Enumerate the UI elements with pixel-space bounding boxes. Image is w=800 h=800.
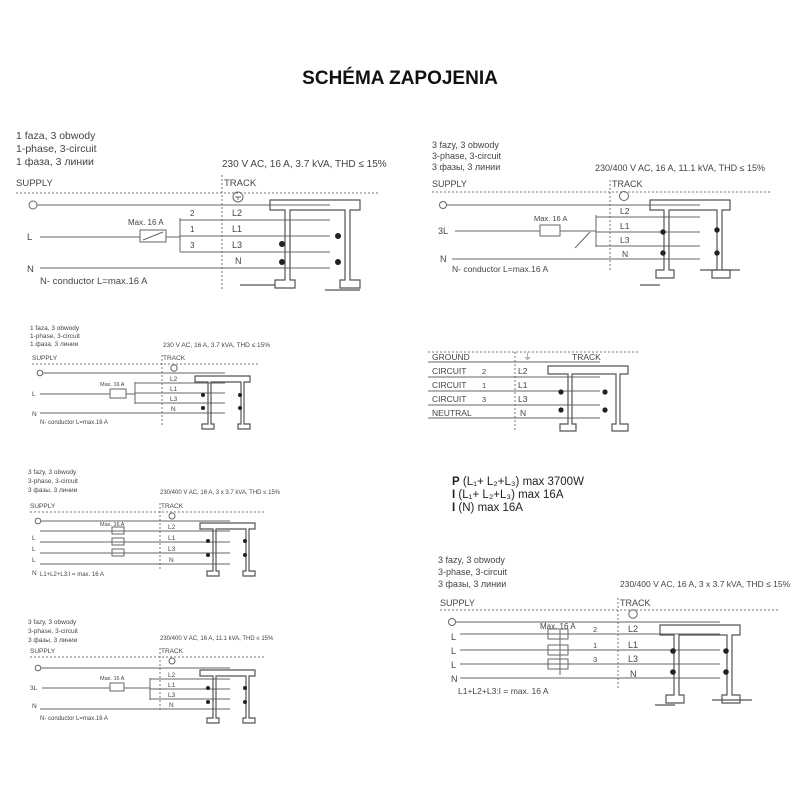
d2-3l-label: 3L bbox=[438, 226, 449, 236]
d1-supply-label: SUPPLY bbox=[16, 178, 53, 189]
d5-caption-pl: 3 fazy, 3 obwody bbox=[28, 469, 77, 476]
svg-text:N: N bbox=[622, 249, 629, 259]
d1-track-label: TRACK bbox=[224, 178, 257, 189]
d2-rating: 230/400 V AC, 16 A, 11.1 kVA, THD ≤ 15% bbox=[595, 163, 766, 173]
svg-text:L: L bbox=[32, 535, 36, 542]
d1-caption-en: 1-phase, 3-circuit bbox=[16, 143, 97, 155]
d1-rating: 230 V AC, 16 A, 3.7 kVA, THD ≤ 15% bbox=[222, 159, 387, 170]
d4-ground: GROUND bbox=[432, 352, 470, 362]
svg-text:L1: L1 bbox=[168, 682, 176, 689]
svg-text:TRACK: TRACK bbox=[161, 503, 184, 510]
page-title: SCHÉMA ZAPOJENIA bbox=[302, 68, 498, 89]
svg-text:Max. 16 A: Max. 16 A bbox=[100, 676, 125, 682]
d6-rating: 230/400 V AC, 16 A, 11.1 kVA, THD ≤ 15% bbox=[160, 636, 274, 642]
svg-text:L3: L3 bbox=[170, 396, 178, 403]
svg-text:L3: L3 bbox=[620, 235, 630, 245]
svg-text:3: 3 bbox=[482, 395, 487, 404]
svg-text:L1: L1 bbox=[518, 380, 528, 390]
d3-caption-en: 1-phase, 3-circuit bbox=[30, 333, 80, 340]
svg-text:N: N bbox=[32, 411, 37, 418]
svg-text:L: L bbox=[451, 632, 457, 642]
svg-text:N: N bbox=[32, 570, 37, 577]
svg-text:2: 2 bbox=[482, 367, 487, 376]
svg-text:L: L bbox=[32, 557, 36, 564]
svg-text:N: N bbox=[520, 408, 527, 418]
d3-n-conductor: N- conductor L=max.16 A bbox=[40, 420, 108, 426]
d1-n-label: N bbox=[27, 264, 34, 275]
d4-circuit-2: CIRCUIT bbox=[432, 380, 467, 390]
d5-ground-icon bbox=[169, 513, 175, 519]
svg-text:L1: L1 bbox=[628, 640, 639, 650]
d2-pe-terminal-icon bbox=[440, 202, 447, 209]
d2-caption-pl: 3 fazy, 3 obwody bbox=[432, 140, 499, 150]
svg-text:L: L bbox=[32, 391, 36, 398]
d5-sum: L1+L2+L3:I = max. 16 A bbox=[40, 572, 104, 578]
d2-track-label: TRACK bbox=[612, 179, 643, 189]
svg-text:L2: L2 bbox=[170, 376, 178, 383]
d3-track-label: TRACK bbox=[163, 355, 186, 362]
svg-text:L2: L2 bbox=[168, 524, 176, 531]
d3-ground-icon bbox=[171, 365, 177, 371]
formula-current-line-1: I (L₁+ L₂+L₃) max 16A bbox=[452, 489, 564, 501]
d6-caption-ru: 3 фазы, 3 линии bbox=[28, 637, 78, 644]
d1-max-label: Max. 16 A bbox=[128, 218, 164, 227]
d2-n-conductor: N- conductor L=max.16 A bbox=[452, 264, 549, 274]
svg-text:3L: 3L bbox=[30, 685, 38, 692]
d1-n-conductor: N- conductor L=max.16 A bbox=[40, 276, 148, 287]
svg-text:L3: L3 bbox=[518, 394, 528, 404]
diagram-1phase-large bbox=[16, 130, 387, 290]
svg-text:Max. 16 A: Max. 16 A bbox=[100, 522, 125, 528]
d4-circuit-1: CIRCUIT bbox=[432, 366, 467, 376]
svg-text:SUPPLY: SUPPLY bbox=[440, 598, 475, 608]
d4-track-label: TRACK bbox=[572, 352, 601, 362]
power-formula bbox=[452, 476, 584, 515]
d2-max-label: Max. 16 A bbox=[534, 214, 568, 223]
d7-sum: L1+L2+L3:I = max. 16 A bbox=[458, 686, 549, 696]
svg-text:L2: L2 bbox=[518, 366, 528, 376]
svg-text:L: L bbox=[451, 660, 457, 670]
d6-breaker-icon bbox=[110, 683, 124, 691]
d7-max-label: Max. 16 A bbox=[540, 622, 576, 631]
svg-text:TRACK: TRACK bbox=[620, 598, 651, 608]
d6-track-profile bbox=[200, 670, 255, 723]
svg-text:L1: L1 bbox=[170, 386, 178, 393]
d1-pe-terminal-icon bbox=[29, 201, 37, 209]
diagram-3phase-bottom-right bbox=[438, 555, 791, 705]
svg-text:Max. 16 A: Max. 16 A bbox=[100, 382, 125, 388]
d7-caption-ru: 3 фазы, 3 линии bbox=[438, 579, 507, 589]
d5-caption-en: 3-phase, 3-circuit bbox=[28, 478, 78, 485]
d7-rating: 230/400 V AC, 16 A, 3 x 3.7 kVA, THD ≤ 15% bbox=[620, 579, 791, 589]
d6-caption-pl: 3 fazy, 3 obwody bbox=[28, 619, 77, 626]
d1-l-label: L bbox=[27, 232, 33, 243]
formula-current-line-2: I (N) max 16A bbox=[452, 502, 523, 514]
d1-l3: L3 bbox=[232, 240, 243, 250]
d7-ground-icon bbox=[629, 610, 637, 618]
d2-track-profile bbox=[650, 200, 730, 278]
d2-caption-en: 3-phase, 3-circuit bbox=[432, 151, 502, 161]
d2-caption-ru: 3 фазы, 3 линии bbox=[432, 162, 501, 172]
d6-caption-en: 3-phase, 3-circuit bbox=[28, 628, 78, 635]
d7-caption-pl: 3 fazy, 3 obwody bbox=[438, 555, 505, 565]
d1-l1: L1 bbox=[232, 224, 243, 234]
d1-n: N bbox=[235, 256, 242, 266]
svg-text:L2: L2 bbox=[628, 624, 639, 634]
d2-supply-label: SUPPLY bbox=[432, 179, 467, 189]
svg-text:L3: L3 bbox=[168, 692, 176, 699]
svg-text:N: N bbox=[171, 406, 176, 413]
diagram-3phase-top-right bbox=[432, 140, 770, 285]
d3-caption-pl: 1 faza, 3 obwody bbox=[30, 325, 80, 332]
d2-n-label: N bbox=[440, 254, 447, 264]
svg-text:SUPPLY: SUPPLY bbox=[30, 648, 56, 655]
d3-supply-label: SUPPLY bbox=[32, 355, 58, 362]
d6-ground-icon bbox=[169, 658, 175, 664]
svg-text:TRACK: TRACK bbox=[161, 648, 184, 655]
d3-breaker-icon bbox=[110, 389, 126, 398]
d4-ground-icon: ⏚ bbox=[523, 352, 533, 362]
svg-text:2: 2 bbox=[190, 209, 195, 218]
d4-neutral: NEUTRAL bbox=[432, 408, 472, 418]
svg-text:L: L bbox=[451, 646, 457, 656]
svg-text:SUPPLY: SUPPLY bbox=[30, 503, 56, 510]
d4-track-profile bbox=[548, 366, 628, 431]
svg-text:1: 1 bbox=[593, 641, 598, 650]
d7-caption-en: 3-phase, 3-circuit bbox=[438, 567, 508, 577]
d5-rating: 230/400 V AC, 16 A, 3 x 3.7 kVA, THD ≤ 15% bbox=[160, 490, 281, 496]
svg-text:N: N bbox=[169, 557, 174, 564]
d4-circuit-3: CIRCUIT bbox=[432, 394, 467, 404]
d3-caption-ru: 1 фаза, 3 линии bbox=[30, 341, 79, 348]
svg-text:1: 1 bbox=[482, 381, 487, 390]
svg-text:N: N bbox=[451, 674, 458, 684]
svg-text:3: 3 bbox=[190, 241, 195, 250]
svg-text:3: 3 bbox=[593, 655, 598, 664]
svg-text:N: N bbox=[630, 669, 637, 679]
svg-text:L1: L1 bbox=[168, 535, 176, 542]
d6-n-conductor: N- conductor L=max.16 A bbox=[40, 716, 108, 722]
diagram-1phase-small bbox=[30, 325, 270, 429]
svg-text:N: N bbox=[32, 703, 37, 710]
diagram-circuit-labels bbox=[428, 352, 640, 431]
svg-text:N: N bbox=[169, 702, 174, 709]
d1-l2: L2 bbox=[232, 208, 243, 218]
d2-ground-icon bbox=[620, 192, 629, 201]
svg-text:L3: L3 bbox=[628, 654, 639, 664]
svg-text:1: 1 bbox=[190, 225, 195, 234]
svg-text:L: L bbox=[32, 546, 36, 553]
svg-text:L2: L2 bbox=[620, 206, 630, 216]
d1-caption-pl: 1 faza, 3 obwody bbox=[16, 130, 96, 142]
d1-caption-ru: 1 фаза, 3 линии bbox=[16, 156, 94, 168]
diagram-3phase-small-a bbox=[28, 469, 281, 578]
svg-text:L1: L1 bbox=[620, 221, 630, 231]
diagram-3phase-small-b bbox=[28, 619, 274, 723]
svg-text:L2: L2 bbox=[168, 672, 176, 679]
d3-rating: 230 V AC, 16 A, 3.7 kVA, THD ≤ 15% bbox=[163, 342, 271, 349]
formula-power-line: P (L₁+ L₂+L₃) max 3700W bbox=[452, 476, 584, 488]
d5-caption-ru: 3 фазы, 3 линии bbox=[28, 487, 78, 494]
d2-breaker-icon bbox=[540, 225, 560, 236]
svg-text:L3: L3 bbox=[168, 546, 176, 553]
svg-text:2: 2 bbox=[593, 625, 598, 634]
